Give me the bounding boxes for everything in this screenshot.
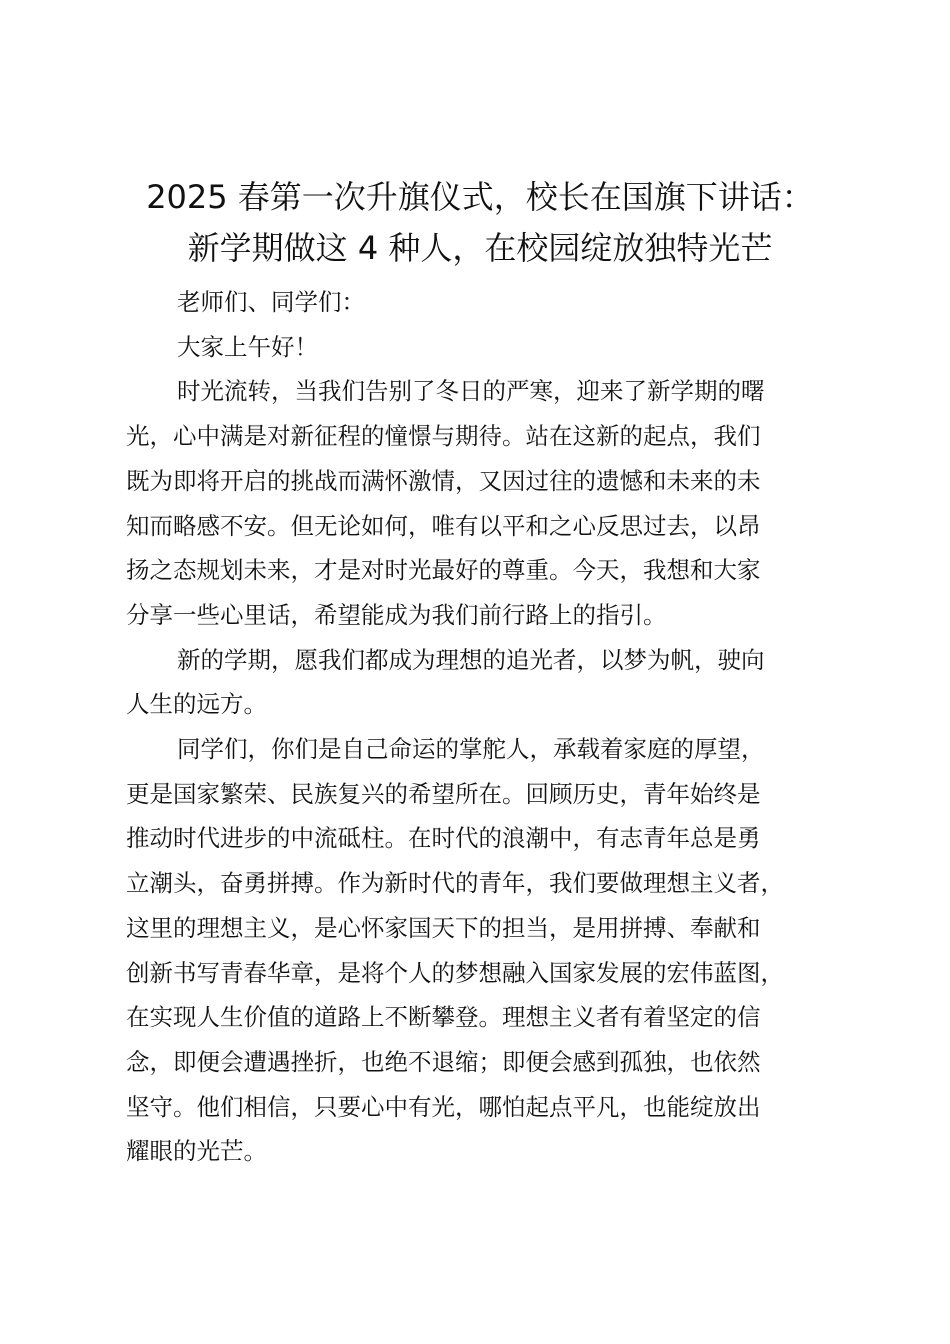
- paragraph-line: 立潮头，奋勇拼搏。作为新时代的青年，我们要做理想主义者，: [126, 869, 784, 898]
- paragraph-1: [126, 369, 836, 637]
- paragraph-line: 推动时代进步的中流砥柱。在时代的浪潮中，有志青年总是勇: [126, 824, 761, 853]
- salutation: 老师们、同学们：: [177, 288, 365, 316]
- paragraph-line: 坚守。他们相信，只要心中有光，哪怕起点平凡，也能绽放出: [126, 1092, 761, 1121]
- paragraph-3: [126, 727, 836, 1174]
- paragraph-line: 更是国家繁荣、民族复兴的希望所在。回顾历史，青年始终是: [126, 779, 761, 808]
- paragraph-line: 光，心中满是对新征程的憧憬与期待。站在这新的起点，我们: [126, 422, 761, 451]
- paragraph-line: 同学们，你们是自己命运的掌舵人，承载着家庭的厚望，: [177, 735, 765, 764]
- paragraph-line: 新的学期，愿我们都成为理想的追光者，以梦为帆，驶向: [177, 645, 765, 674]
- paragraph-line: 扬之态规划未来，才是对时光最好的尊重。今天，我想和大家: [126, 556, 761, 585]
- paragraph-line: 在实现人生价值的道路上不断攀登。理想主义者有着坚定的信: [126, 1003, 761, 1032]
- paragraph-line: 分享一些心里话，希望能成为我们前行路上的指引。: [126, 600, 667, 629]
- document-title-line-2: 新学期做这 4 种人，在校园绽放独特光芒: [187, 229, 773, 267]
- paragraph-line: 人生的远方。: [126, 690, 267, 719]
- paragraph-line: 耀眼的光芒。: [126, 1137, 267, 1166]
- paragraph-2: [126, 638, 836, 727]
- paragraph-line: 知而略感不安。但无论如何，唯有以平和之心反思过去，以昂: [126, 511, 761, 540]
- paragraph-line: 既为即将开启的挑战而满怀激情，又因过往的遗憾和未来的未: [126, 466, 761, 495]
- paragraph-line: 时光流转，当我们告别了冬日的严寒，迎来了新学期的曙: [177, 377, 765, 406]
- document-title-line-1: 2025 春第一次升旗仪式，校长在国旗下讲话：: [146, 178, 814, 216]
- greeting: 大家上午好！: [177, 332, 318, 361]
- paragraph-line: 念，即便会遭遇挫折，也绝不退缩；即便会感到孤独，也依然: [126, 1047, 761, 1076]
- paragraph-line: 创新书写青春华章，是将个人的梦想融入国家发展的宏伟蓝图，: [126, 958, 784, 987]
- document-body: [126, 280, 836, 1174]
- paragraph-line: 这里的理想主义，是心怀家国天下的担当，是用拼搏、奉献和: [126, 913, 761, 942]
